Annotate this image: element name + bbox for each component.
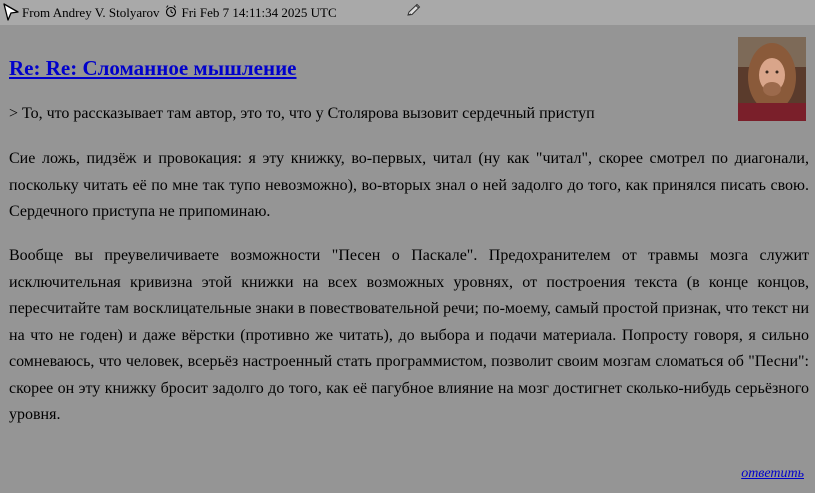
cursor-arrow-icon <box>2 3 20 21</box>
post-header <box>0 0 815 25</box>
quoted-text: > То, что рассказывает там автор, это то, что у Столярова вызовит сердечный приступ <box>9 105 595 122</box>
post-paragraph-1: Сие ложь, пидзёж и провокация: я эту книжку, во-первых, читал (ну как "читал", скорее смотрел по диагонали, поскольку читать её по мне так тупо невозможно), во-вторых знал о ней задолго до того, как принялся писать свою. Сердечного приступа не припоминаю. <box>9 150 809 220</box>
author-line: From Andrey V. Stolyarov <box>22 4 160 20</box>
author-avatar <box>738 37 806 121</box>
post-date: Fri Feb 7 14:11:34 2025 UTC <box>181 4 337 20</box>
pencil-icon[interactable] <box>406 3 422 17</box>
post-paragraph-2: Вообще вы преувеличиваете возможности "Песен о Паскале". Предохранителем от травмы мозга служит исключительная кривизна этой книжки на всех возможных уровнях, от построения текста (в конце концов, пересчитайте там восклицательные знаки в повествовательной речи; по-моему, самый простой признак, что текст ни на что не годен) и даже вёрстки (противно же читать), до выбора и подачи материала. Попросту говоря, я сильно сомневаюсь, что человек, всерьёз настроенный стать программистом, позволит своим мозгам сломаться об "Песни": скорее он эту книжку бросит задолго до того, как её пагубное влияние на мозг достигнет сколько-нибудь серьёзного уровня. <box>9 247 809 423</box>
reply-link[interactable]: ответить <box>741 466 804 481</box>
avatar-image <box>738 37 806 121</box>
post-title-link[interactable]: Re: Re: Сломанное мышление <box>9 56 297 80</box>
clock-icon <box>165 4 177 18</box>
